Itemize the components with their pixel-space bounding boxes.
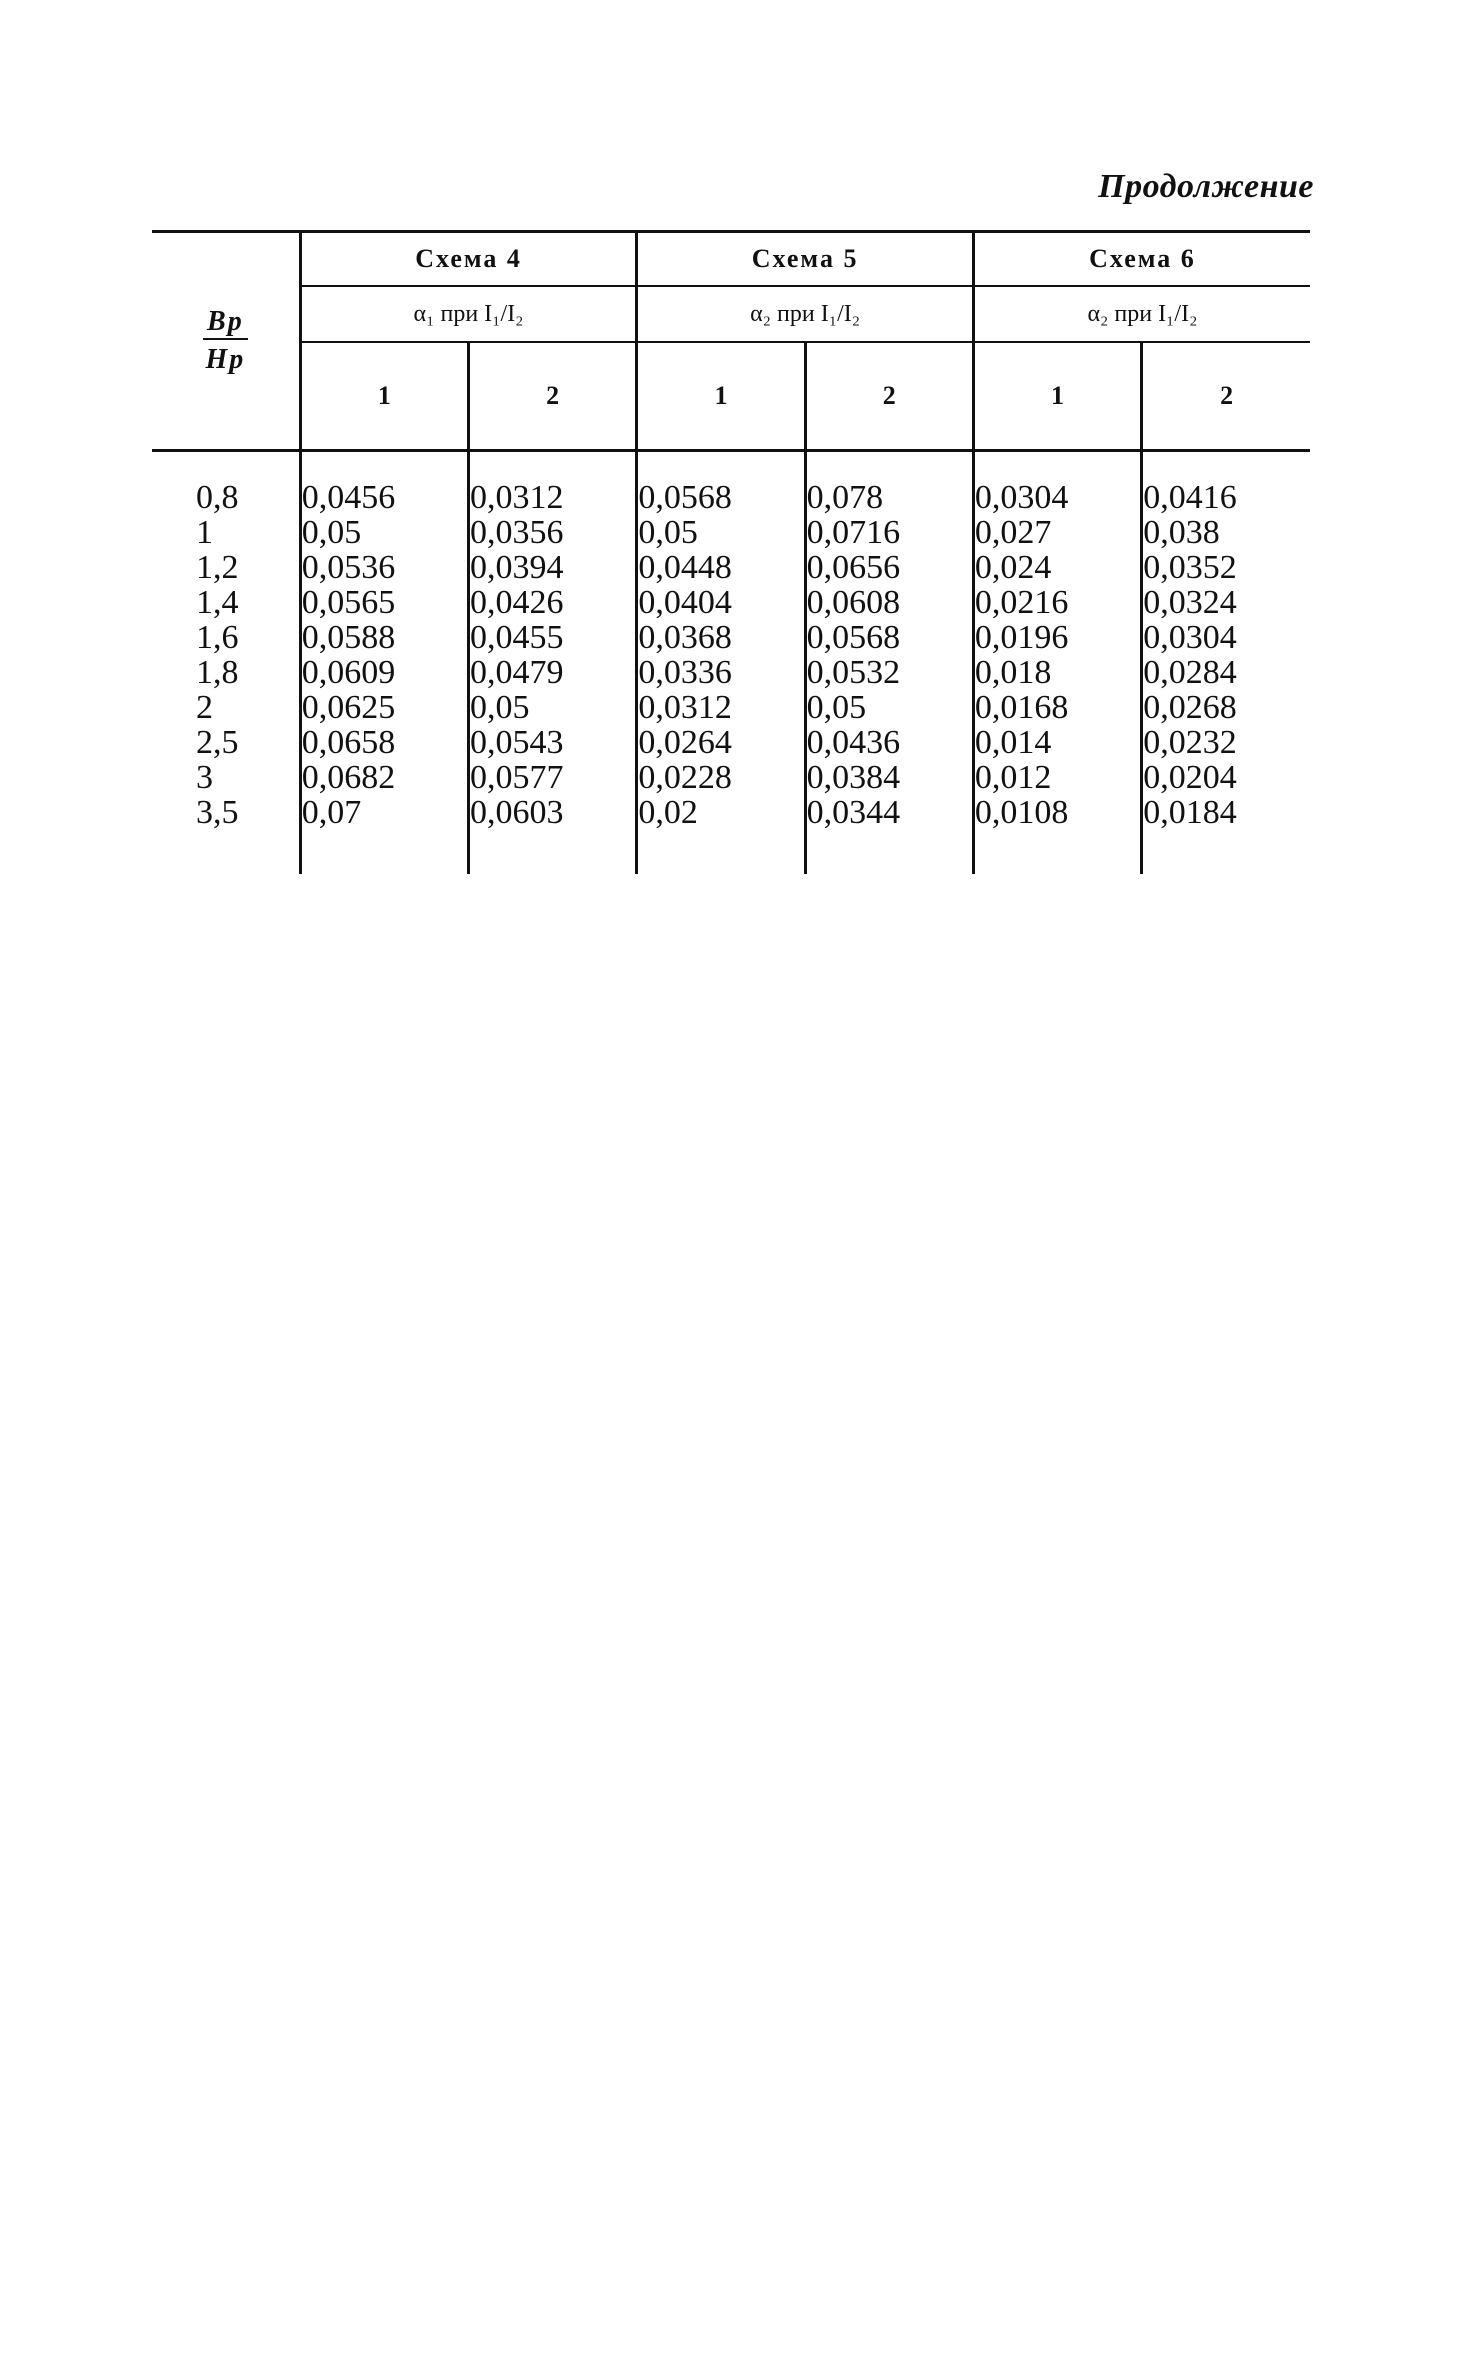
table-cell: 0,0609	[300, 655, 468, 690]
table-cell: 0,0228	[637, 760, 805, 795]
subcol-header: 2	[469, 342, 637, 451]
table-cell: 0,0344	[805, 795, 973, 830]
table-cell: 0,0455	[469, 620, 637, 655]
table-cell: 0,0304	[1142, 620, 1310, 655]
row-ratio-value: 0,8	[196, 479, 239, 516]
table-cell: 0,0682	[300, 760, 468, 795]
table-cell: 0,0108	[973, 795, 1141, 830]
table-cell: 0,0312	[637, 690, 805, 725]
table-cell: 0,018	[973, 655, 1141, 690]
table-cell: 0,0479	[469, 655, 637, 690]
table-cell: 0,0352	[1142, 550, 1310, 585]
scheme-title: Схема 4	[300, 232, 637, 287]
table-cell: 0,0577	[469, 760, 637, 795]
table-cell: 0,0324	[1142, 585, 1310, 620]
table-cell: 0,0384	[805, 760, 973, 795]
row-ratio-value: 3,5	[196, 794, 239, 831]
row-ratio-value: 1,4	[196, 584, 239, 621]
table-row	[152, 725, 1310, 760]
coef-label: α₁ при I₁/I₂	[300, 286, 637, 342]
table-cell: 0,0568	[805, 620, 973, 655]
table-cell: 0,0543	[469, 725, 637, 760]
table-cell: 0,0336	[637, 655, 805, 690]
table-cell: 0,0196	[973, 620, 1141, 655]
table-cell: 0,07	[300, 795, 468, 830]
subcol-header: 1	[637, 342, 805, 451]
table-cell: 0,078	[805, 480, 973, 515]
table-row	[152, 760, 1310, 795]
table-cell: 0,0312	[469, 480, 637, 515]
table-cell: 0,012	[973, 760, 1141, 795]
table-cell: 0,0216	[973, 585, 1141, 620]
table-cell: 0,0448	[637, 550, 805, 585]
table-cell: 0,0426	[469, 585, 637, 620]
table-cell: 0,0184	[1142, 795, 1310, 830]
scheme-title: Схема 6	[973, 232, 1310, 287]
table-cell: 0,0656	[805, 550, 973, 585]
row-ratio-value: 2,5	[196, 724, 239, 761]
table-cell: 0,0232	[1142, 725, 1310, 760]
coef-label: α₂ при I₁/I₂	[637, 286, 974, 342]
table-cell: 0,0565	[300, 585, 468, 620]
table-cell: 0,0608	[805, 585, 973, 620]
subcol-header: 1	[973, 342, 1141, 451]
table-cell: 0,0603	[469, 795, 637, 830]
table-cell: 0,027	[973, 515, 1141, 550]
ratio-value-header-row	[152, 342, 1310, 451]
table-cell: 0,0368	[637, 620, 805, 655]
row-ratio-value: 2	[196, 689, 213, 726]
table-cell: 0,0625	[300, 690, 468, 725]
table-cell: 0,0456	[300, 480, 468, 515]
table-cell: 0,038	[1142, 515, 1310, 550]
subcol-header: 1	[300, 342, 468, 451]
row-ratio-value: 3	[196, 759, 213, 796]
table-cell: 0,0404	[637, 585, 805, 620]
table-cell: 0,0264	[637, 725, 805, 760]
table-row	[152, 655, 1310, 690]
ratio-numerator: Bp	[203, 306, 248, 340]
row-ratio-value: 1,6	[196, 619, 239, 656]
table-cell: 0,05	[805, 690, 973, 725]
row-ratio-value: 1,2	[196, 549, 239, 586]
table-cell: 0,0394	[469, 550, 637, 585]
scheme-title: Схема 5	[637, 232, 974, 287]
table-cell: 0,014	[973, 725, 1141, 760]
coef-header-row	[152, 286, 1310, 342]
row-ratio-value: 1	[196, 514, 213, 551]
table-cell: 0,0268	[1142, 690, 1310, 725]
table-row	[152, 480, 1310, 515]
table-row	[152, 515, 1310, 550]
table-body	[152, 451, 1310, 875]
table-cell: 0,0284	[1142, 655, 1310, 690]
table-cell: 0,0532	[805, 655, 973, 690]
table-cell: 0,024	[973, 550, 1141, 585]
table-cell: 0,0588	[300, 620, 468, 655]
coefficient-table	[152, 230, 1310, 874]
table-cell: 0,0304	[973, 480, 1141, 515]
table-cell: 0,0416	[1142, 480, 1310, 515]
table-cell: 0,05	[637, 515, 805, 550]
scheme-header-row	[152, 232, 1310, 287]
table-cell: 0,05	[469, 690, 637, 725]
table-cell: 0,02	[637, 795, 805, 830]
ratio-header	[152, 232, 300, 451]
continuation-label: Продолжение	[1098, 168, 1314, 205]
table-row	[152, 620, 1310, 655]
coef-label: α₂ при I₁/I₂	[973, 286, 1310, 342]
table-row	[152, 585, 1310, 620]
table-cell: 0,0168	[973, 690, 1141, 725]
table-cell: 0,0658	[300, 725, 468, 760]
row-ratio-value: 1,8	[196, 654, 239, 691]
subcol-header: 2	[805, 342, 973, 451]
table-row	[152, 550, 1310, 585]
ratio-denominator: Hp	[205, 344, 246, 375]
table-row	[152, 690, 1310, 725]
table-cell: 0,0204	[1142, 760, 1310, 795]
table-cell: 0,05	[300, 515, 468, 550]
table-cell: 0,0536	[300, 550, 468, 585]
subcol-header: 2	[1142, 342, 1310, 451]
table-cell: 0,0568	[637, 480, 805, 515]
table-cell: 0,0716	[805, 515, 973, 550]
table-row	[152, 795, 1310, 830]
table-cell: 0,0436	[805, 725, 973, 760]
table-cell: 0,0356	[469, 515, 637, 550]
